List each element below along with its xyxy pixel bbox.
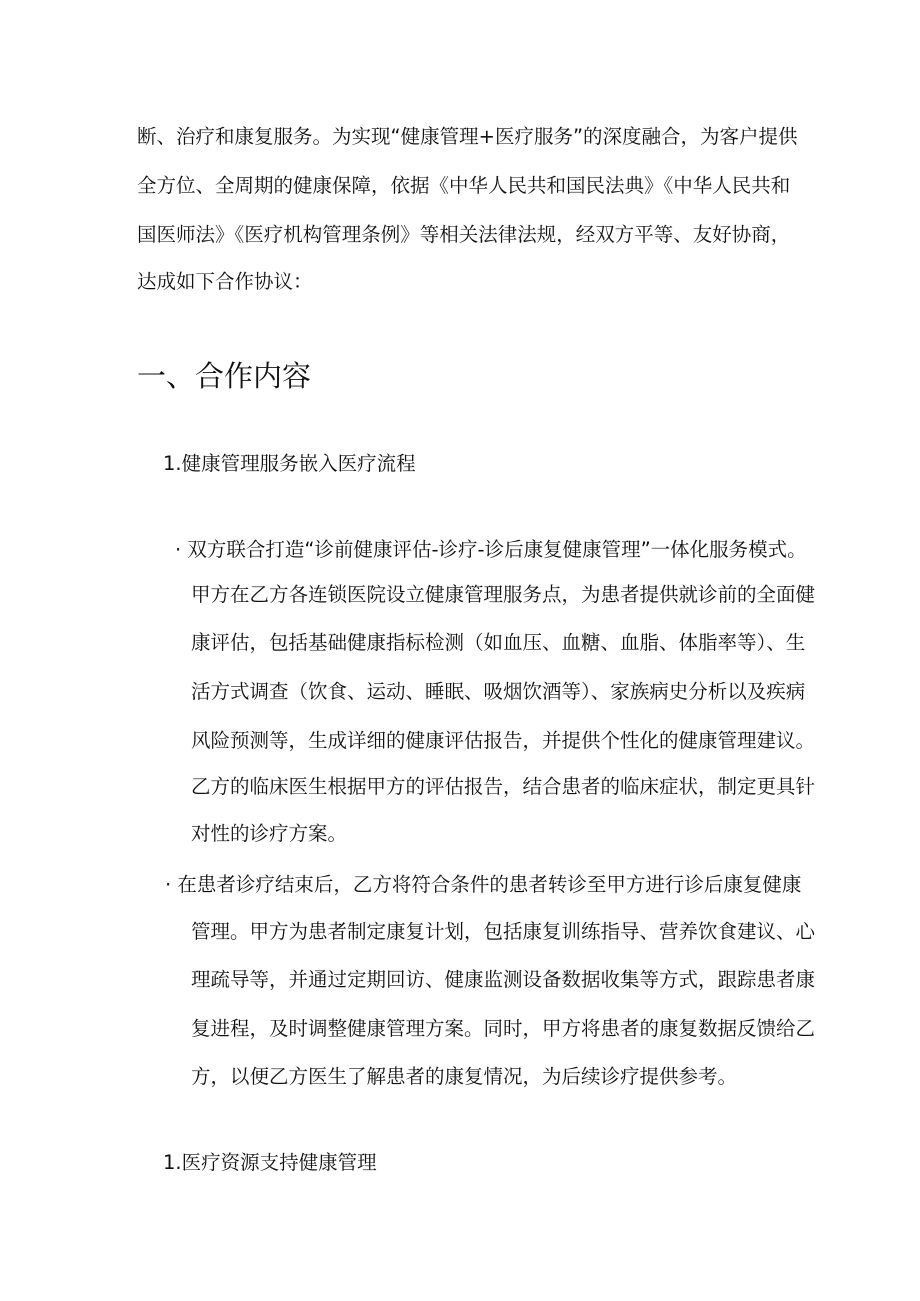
bullet-1-line-5: 风险预测等，生成详细的健康评估报告，并提供个性化的健康管理建议。 xyxy=(191,729,816,752)
bullet-2-line-2: 管理。甲方为患者制定康复计划，包括康复训练指导、营养饮食建议、心 xyxy=(191,920,816,943)
intro-line-4: 达成如下合作协议： xyxy=(137,270,313,293)
intro-line-2: 全方位、全周期的健康保障，依据《中华人民共和国民法典》《中华人民共和 xyxy=(137,174,791,197)
bullet-1-line-4: 活方式调查（饮食、运动、睡眠、吸烟饮酒等）、家族病史分析以及疾病 xyxy=(191,680,806,703)
subsection-title-1: 1.健康管理服务嵌入医疗流程 xyxy=(163,452,416,475)
bullet-1-line-7: 对性的诊疗方案。 xyxy=(191,822,348,845)
bullet-1-line-6: 乙方的临床医生根据甲方的评估报告，结合患者的临床症状，制定更具针 xyxy=(191,775,816,798)
intro-line-1: 断、治疗和康复服务。为实现“健康管理+医疗服务”的深度融合，为客户提供 xyxy=(137,125,798,148)
bullet-2-line-5: 方，以便乙方医生了解患者的康复情况，为后续诊疗提供参考。 xyxy=(191,1065,738,1088)
bullet-2-line-1: · 在患者诊疗结束后，乙方将符合条件的患者转诊至甲方进行诊后康复健康 xyxy=(165,873,802,896)
bullet-2-line-4: 复进程，及时调整健康管理方案。同时，甲方将患者的康复数据反馈给乙 xyxy=(191,1017,816,1040)
intro-line-3: 国医师法》《医疗机构管理条例》等相关法律法规，经双方平等、友好协商， xyxy=(137,223,791,246)
bullet-1-line-1: · 双方联合打造“诊前健康评估-诊疗-诊后康复健康管理”一体化服务模式。 xyxy=(175,538,807,561)
bullet-1-line-3: 康评估，包括基础健康指标检测（如血压、血糖、血脂、体脂率等）、生 xyxy=(191,631,806,654)
bullet-1-line-2: 甲方在乙方各连锁医院设立健康管理服务点，为患者提供就诊前的全面健 xyxy=(191,583,816,606)
section-heading: 一、合作内容 xyxy=(137,359,312,393)
bullet-2-line-3: 理疏导等，并通过定期回访、健康监测设备数据收集等方式，跟踪患者康 xyxy=(191,968,816,991)
subsection-title-2: 1.医疗资源支持健康管理 xyxy=(163,1151,377,1174)
